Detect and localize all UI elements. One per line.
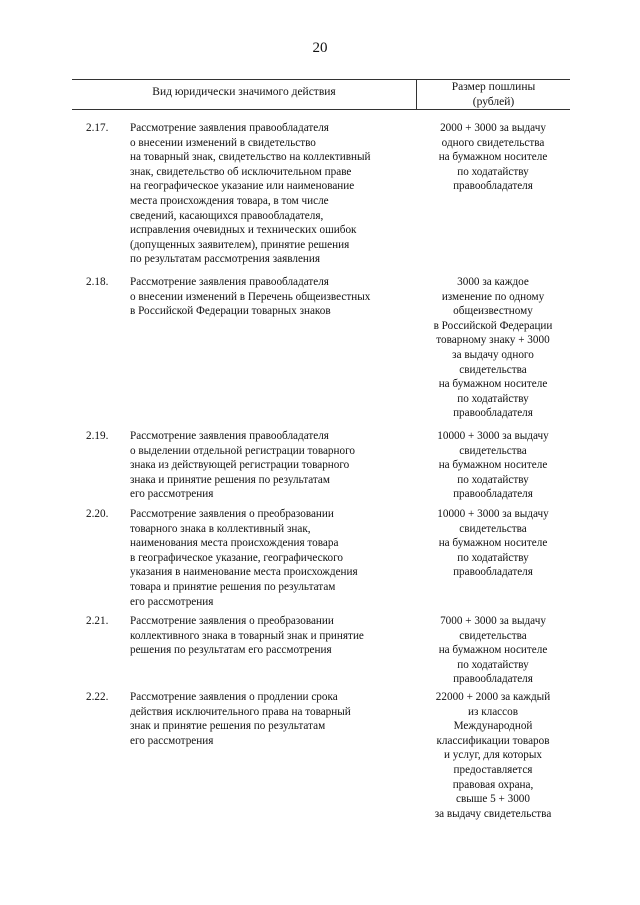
fee-line: 10000 + 3000 за выдачу (437, 508, 549, 520)
fee-line: общеизвестному (453, 305, 533, 318)
description-line: знака и принятие решения по результатам (130, 473, 330, 486)
description-line: Рассмотрение заявления правообладателя (130, 276, 329, 288)
fee-line: правообладателя (453, 180, 533, 193)
description-line: сведений, касающихся правообладателя, (130, 209, 324, 222)
fee-line: 10000 + 3000 за выдачу (437, 430, 549, 442)
fee-line: одного свидетельства (441, 136, 545, 149)
description-line: знак и принятие решения по результатам (130, 720, 326, 733)
row-number: 2.22. (86, 691, 109, 703)
fee-line: свидетельства (459, 444, 527, 457)
fee-line: предоставляется (453, 763, 533, 776)
description-line: коллективного знака в товарный знак и принятие (130, 629, 364, 642)
fee-line: правообладателя (453, 566, 533, 579)
fee-line: на бумажном носителе (438, 151, 548, 164)
fee-line: по ходатайству (457, 551, 529, 564)
row-number: 2.20. (86, 508, 109, 520)
fee-line: по ходатайству (457, 165, 529, 178)
fee-line: 22000 + 2000 за каждый (435, 691, 551, 703)
fee-line: правовая охрана, (452, 778, 534, 791)
fee-amount (413, 121, 573, 194)
description-line: в Российской Федерации товарных знаков (130, 305, 331, 318)
description-line: указания в наименование места происхождения (130, 566, 358, 579)
description-line: товара и принятие решения по результатам (130, 580, 336, 593)
fee-line: за выдачу одного (452, 348, 534, 361)
description-line: (допущенных заявителем), принятие решения (130, 238, 350, 251)
description-line: Рассмотрение заявления правообладателя (130, 122, 329, 134)
action-description (130, 614, 415, 658)
description-line: места происхождения товара, в том числе (130, 194, 329, 207)
fee-line: Международной (453, 720, 533, 733)
description-line: Рассмотрение заявления о преобразовании (130, 615, 334, 627)
row-number: 2.19. (86, 430, 109, 442)
description-line: на географическое указание или наименование (130, 180, 355, 193)
fee-amount (413, 429, 573, 502)
fee-line: по ходатайству (457, 658, 529, 671)
fee-line: свидетельства (459, 363, 527, 376)
fee-line: свыше 5 + 3000 (455, 793, 530, 806)
fee-line: правообладателя (453, 488, 533, 501)
header-action-type: Вид юридически значимого действия (152, 86, 336, 98)
action-description (130, 690, 415, 748)
fee-line: свидетельства (459, 629, 527, 642)
description-line: наименования места происхождения товара (130, 537, 339, 550)
row-number: 2.18. (86, 276, 109, 288)
description-line: его рассмотрения (130, 595, 214, 608)
fee-line: 3000 за каждое (457, 276, 529, 288)
description-line: Рассмотрение заявления о преобразовании (130, 508, 334, 520)
description-line: знак, свидетельство об исключительном праве (130, 165, 352, 178)
description-line: по результатам рассмотрения заявления (130, 253, 321, 266)
description-line: Рассмотрение заявления правообладателя (130, 430, 329, 442)
fee-line: правообладателя (453, 673, 533, 686)
action-description (130, 507, 415, 609)
fee-line: на бумажном носителе (438, 459, 548, 472)
fee-line: и услуг, для которых (443, 749, 542, 762)
fee-line: классификации товаров (436, 734, 550, 747)
description-line: его рассмотрения (130, 488, 214, 501)
header-fee-amount (417, 80, 570, 109)
fee-line: по ходатайству (457, 473, 529, 486)
row-number: 2.21. (86, 615, 109, 627)
fee-line: на бумажном носителе (438, 537, 548, 550)
description-line: о внесении изменений в свидетельство (130, 136, 316, 149)
description-line: исправления очевидных и технических ошибок (130, 224, 357, 237)
action-description (130, 429, 415, 502)
fee-line: из классов (468, 705, 518, 718)
description-line: знака из действующей регистрации товарного (130, 459, 350, 472)
fee-line: по ходатайству (457, 392, 529, 405)
description-line: решения по результатам его рассмотрения (130, 644, 332, 657)
fee-line: на бумажном носителе (438, 378, 548, 391)
fee-line: 7000 + 3000 за выдачу (440, 615, 546, 627)
fee-amount (413, 614, 573, 687)
fee-line: товарному знаку + 3000 (436, 334, 550, 347)
fee-line: свидетельства (459, 522, 527, 535)
description-line: действия исключительного права на товарный (130, 705, 351, 718)
header-fee-line: (рублей) (472, 95, 515, 108)
description-line: на товарный знак, свидетельство на коллективный (130, 151, 371, 164)
description-line: о выделении отдельной регистрации товарного (130, 444, 356, 457)
fee-line: изменение по одному (441, 290, 545, 303)
description-line: товарного знака в коллективный знак, (130, 522, 311, 535)
fee-line: 2000 + 3000 за выдачу (440, 122, 546, 134)
row-number: 2.17. (86, 122, 109, 134)
fee-amount (413, 507, 573, 580)
header-fee-line: Размер пошлины (451, 81, 536, 93)
description-line: о внесении изменений в Перечень общеизвестных (130, 290, 371, 303)
action-description (130, 275, 415, 319)
fee-line: за выдачу свидетельства (434, 807, 552, 820)
action-description (130, 121, 415, 267)
fee-amount (413, 690, 573, 821)
fee-line: правообладателя (453, 407, 533, 420)
header-bottom-rule (72, 109, 570, 110)
fee-amount (413, 275, 573, 421)
fee-line: на бумажном носителе (438, 644, 548, 657)
fee-line: в Российской Федерации (433, 319, 553, 332)
description-line: Рассмотрение заявления о продлении срока (130, 691, 338, 703)
page-number: 20 (312, 40, 328, 56)
description-line: его рассмотрения (130, 734, 214, 747)
description-line: в географическое указание, географического (130, 551, 343, 564)
